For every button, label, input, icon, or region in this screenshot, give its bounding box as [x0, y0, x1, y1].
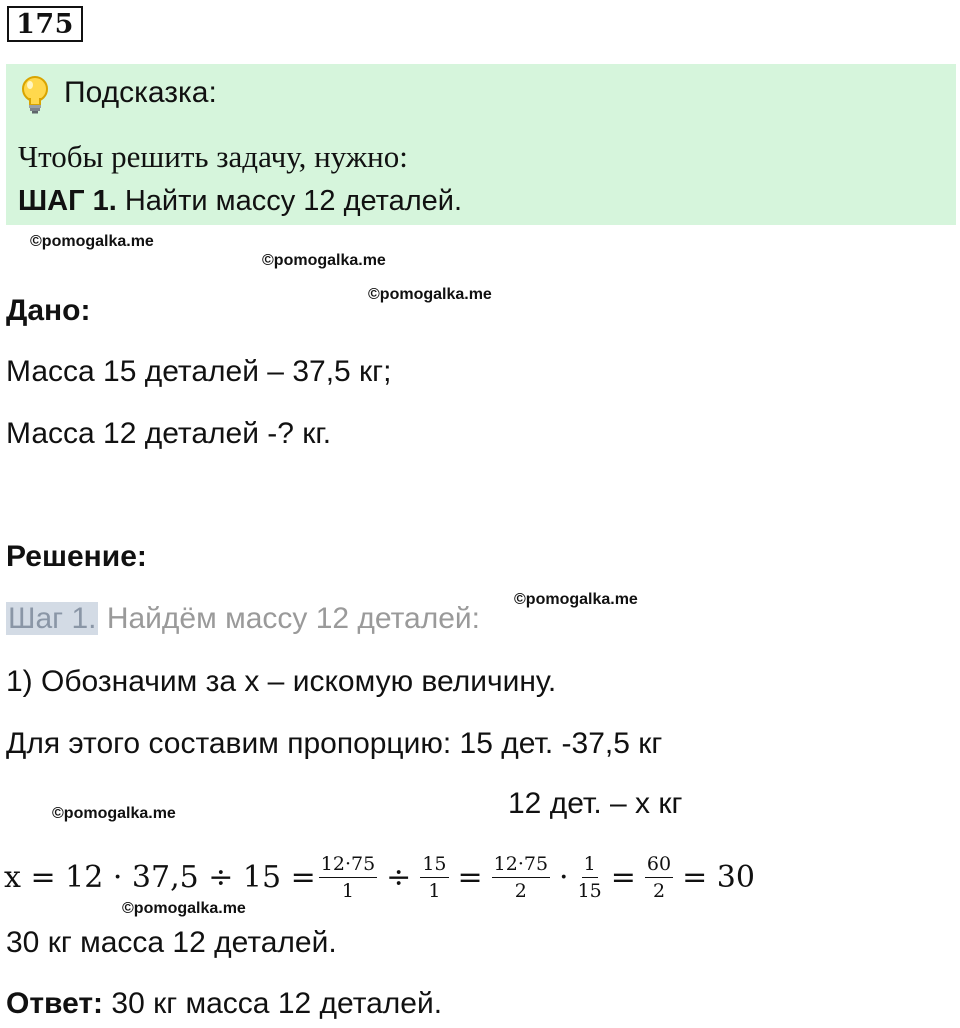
answer-line [6, 987, 442, 1021]
watermark: ©pomogalka.me [514, 591, 638, 608]
proportion-line: Для этого составим пропорцию: 15 дет. -37,5 кг [6, 727, 663, 760]
answer-label: Ответ: [6, 987, 104, 1020]
answer-text: 30 кг масса 12 деталей. [103, 987, 443, 1020]
operator: · [559, 859, 569, 895]
given-line: Масса 12 деталей -? кг. [6, 417, 332, 450]
fraction: $\frac{15}{1}$ [422, 852, 447, 902]
operator: = [457, 859, 483, 895]
fraction: $\frac{12\cdot 75}{2}$ [493, 852, 549, 902]
hint-step-label: ШАГ 1. [18, 185, 117, 217]
hint-line: Чтобы решить задачу, нужно: [18, 139, 408, 174]
equation-lhs: x = 12 · 37,5 ÷ 15 = [4, 859, 316, 895]
hint-title: Подсказка: [64, 76, 217, 109]
result-line: 30 кг масса 12 деталей. [6, 926, 337, 959]
equation [4, 842, 755, 912]
lightbulb-icon [18, 74, 52, 116]
watermark: ©pomogalka.me [30, 233, 154, 250]
hint-step [18, 185, 462, 218]
hint-step-text: Найти массу 12 деталей. [116, 185, 463, 217]
step-text: Найдём массу 12 деталей: [98, 602, 480, 635]
solution-step [6, 602, 480, 636]
watermark: ©pomogalka.me [52, 805, 176, 822]
step-label: Шаг 1. [8, 602, 97, 635]
watermark: ©pomogalka.me [262, 252, 386, 269]
given-title: Дано: [6, 294, 91, 327]
fraction: $\frac{60}{2}$ [646, 852, 672, 902]
equation-rhs: = 30 [682, 859, 755, 895]
solution-title: Решение: [6, 540, 147, 573]
operator: ÷ [386, 859, 412, 895]
watermark: ©pomogalka.me [122, 900, 246, 917]
fraction: $\frac{12\cdot 75}{1}$ [320, 852, 376, 902]
operator: = [610, 859, 636, 895]
task-number: 175 [7, 6, 83, 42]
watermark: ©pomogalka.me [368, 286, 492, 303]
solution-item: 1) Обозначим за х – искомую величину. [6, 665, 557, 698]
given-line: Масса 15 деталей – 37,5 кг; [6, 355, 392, 388]
fraction: $\frac{1}{15}$ [577, 852, 602, 902]
proportion-line: 12 дет. – х кг [508, 787, 683, 820]
